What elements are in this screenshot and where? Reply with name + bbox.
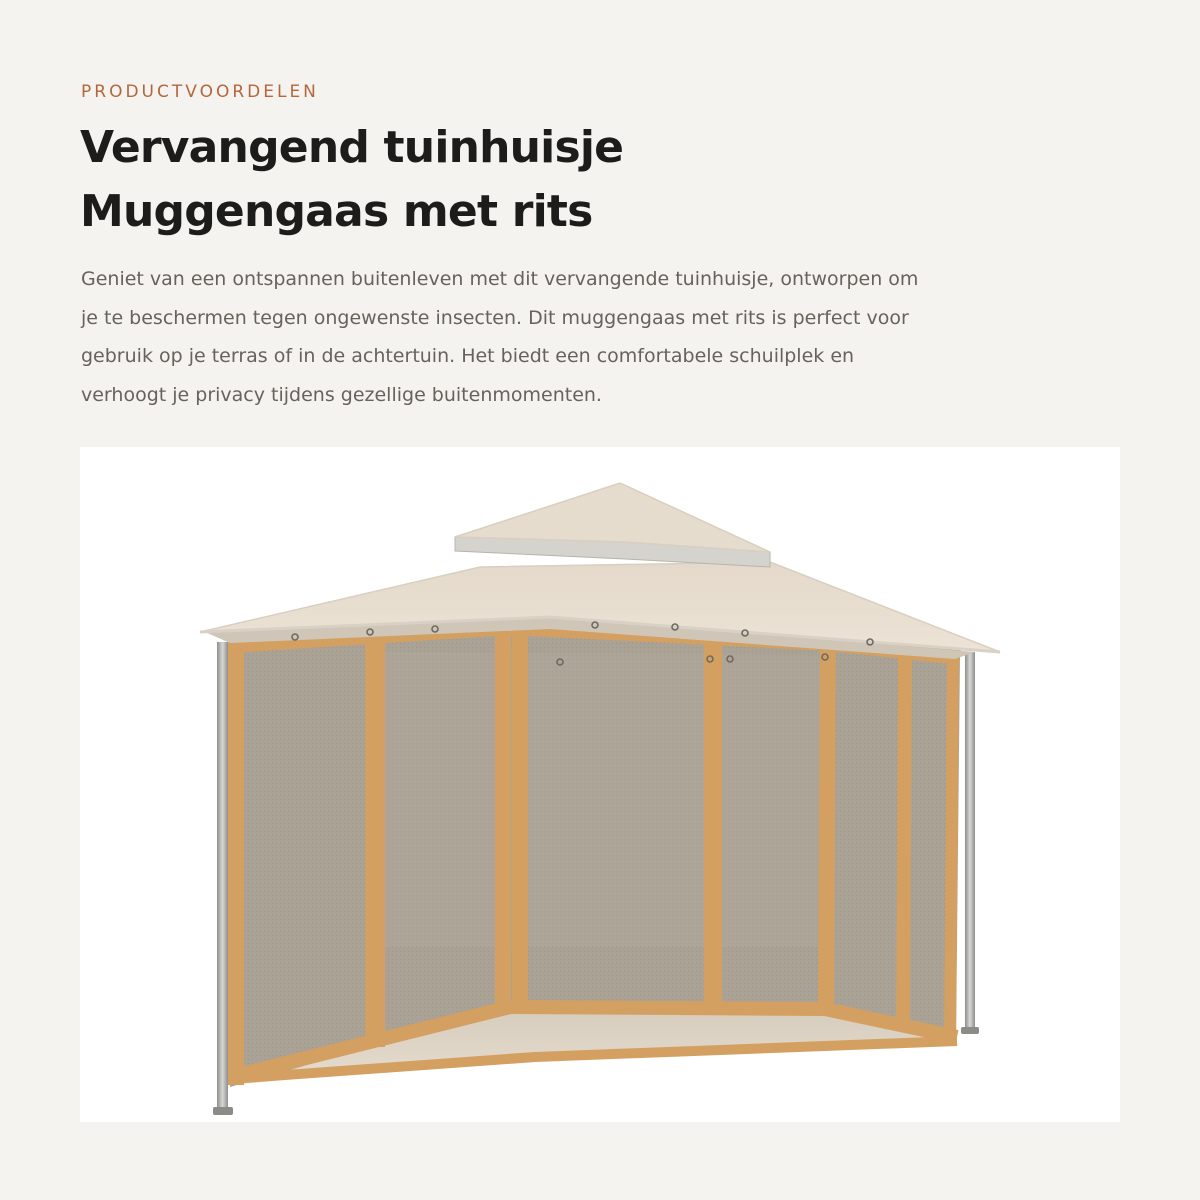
frame-post [950, 657, 953, 1037]
page-title [80, 116, 623, 244]
section-eyebrow: PRODUCTVOORDELEN [81, 82, 319, 102]
pole-foot [961, 1027, 979, 1034]
description-line: verhoogt je privacy tijdens gezellige buitenmomenten. [81, 383, 602, 406]
description-line: gebruik op je terras of in de achtertuin. Het biedt een comfortabele schuilplek en [81, 345, 855, 367]
title-line-1: Vervangend tuinhuisje [80, 122, 624, 173]
pole-foot [213, 1107, 233, 1115]
pole [217, 642, 228, 1112]
product-image [80, 447, 1120, 1122]
frame-post [903, 651, 905, 1025]
title-line-2: Muggengaas met rits [80, 186, 593, 237]
mesh-back [380, 652, 825, 947]
product-description [81, 260, 1121, 414]
description-line: Geniet van een ontspannen buitenleven met dit vervangende tuinhuisje, ontworpen om [81, 268, 919, 290]
frame-post [826, 643, 828, 1012]
gazebo-illustration [80, 447, 1120, 1122]
description-line: je te beschermen tegen ongewenste insecten. Dit muggengaas met rits is perfect voor [81, 306, 909, 329]
pole [965, 652, 975, 1032]
mesh-panel-right [825, 637, 960, 1042]
